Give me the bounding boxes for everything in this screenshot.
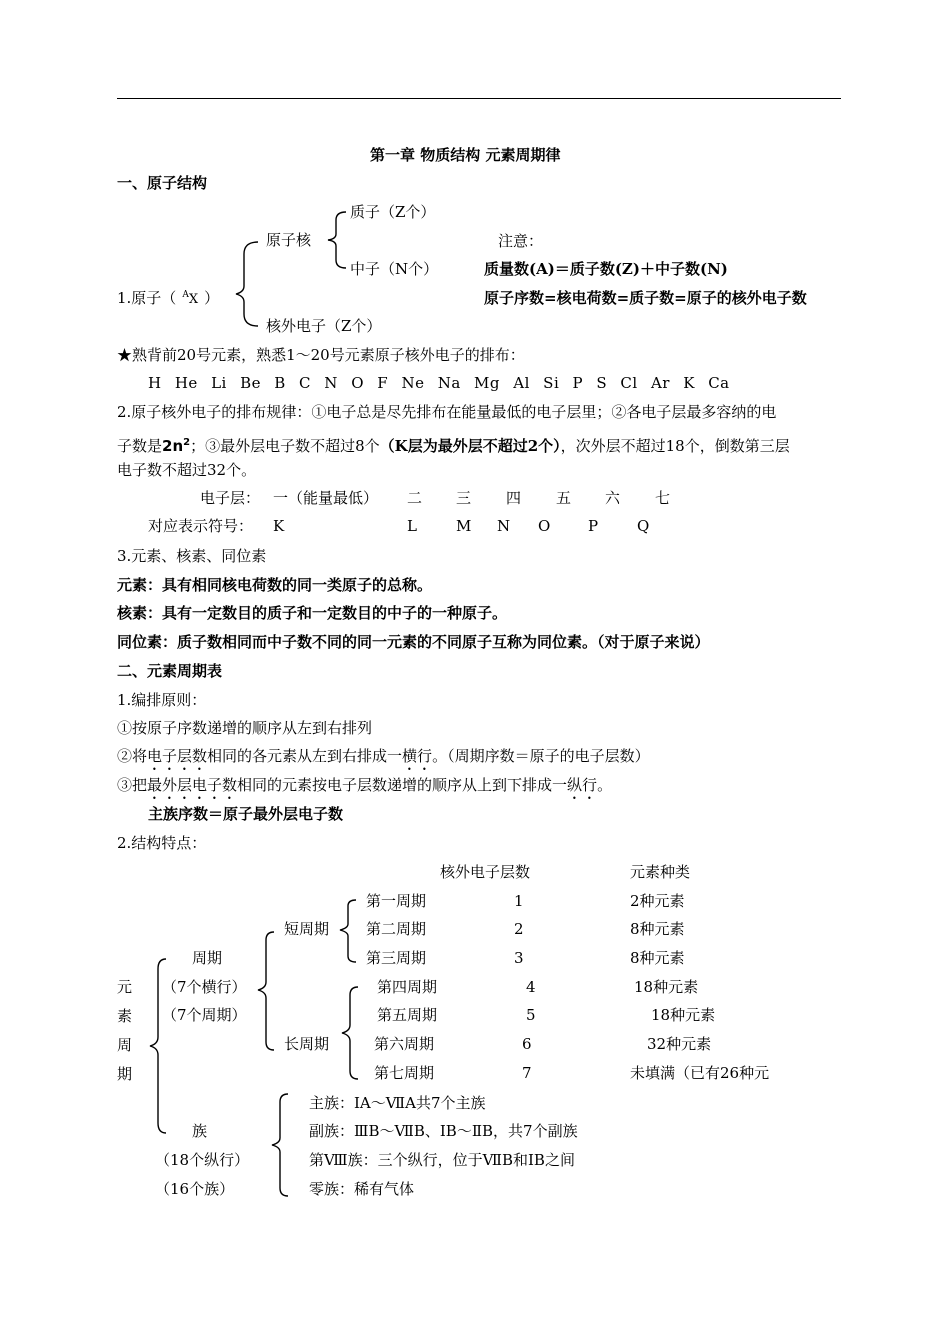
atom-brace [232,240,262,330]
period-kinds: 18种元素 [634,978,699,996]
atom-label: 1.原子（ $^A$X ） [117,289,220,307]
period-kinds: 18种元素 [651,1006,716,1024]
shell-name: 四 [506,489,522,507]
group-item: 主族：ⅠA～ⅦA共7个主族 [309,1094,486,1112]
shell-symbol: K [273,517,285,535]
rule-line-3: 电子数不超过32个。 [117,461,257,479]
group-brace [268,1092,292,1202]
period-name: 第二周期 [366,920,427,938]
root-char: 元 [117,978,133,996]
shell-name: 七 [655,489,671,507]
group-item: 副族：ⅢB～ⅦB、ⅠB～ⅡB，共7个副族 [309,1122,578,1140]
root-char: 周 [117,1036,133,1054]
note-mass-number: 质量数(A)＝质子数(Z)＋中子数(N) [484,260,728,278]
group-item: 第Ⅷ族：三个纵行，位于ⅦB和ⅠB之间 [309,1151,575,1169]
col-header-kinds: 元素种类 [630,863,691,881]
def-isotope: 同位素：质子数相同而中子数不同的同一元素的不同原子互称为同位素。（对于原子来说） [117,633,710,651]
rule-line-1: 2.原子核外电子的排布规律：①电子总是尽先排布在能量最低的电子层里；②各电子层最多容纳的电 [117,403,777,421]
shell-symbol: O [538,517,551,535]
proton-label: 质子（Z个） [350,203,436,221]
short-period-brace [336,898,360,968]
period-shells: 7 [522,1064,532,1082]
period-shells: 4 [526,978,536,996]
col-header-shells: 核外电子层数 [440,863,531,881]
period-name: 第三周期 [366,949,427,967]
header-rule [117,98,841,99]
shell-name: 六 [605,489,621,507]
shell-symbol: M [456,517,472,535]
principle-label: 1.编排原则： [117,691,207,709]
star-note: ★熟背前20号元素，熟悉1～20号元素原子核外电子的排布： [117,346,525,364]
main-group-rule: 主族序数＝原子最外层电子数 [148,805,344,823]
subsection-3: 3.元素、核素、同位素 [117,547,267,565]
group-note-1: （18个纵行） [155,1151,250,1169]
period-kinds: 未填满（已有26种元 [630,1064,770,1082]
nucleus-label: 原子核 [266,231,312,249]
shell-name: 一（能量最低） [273,489,379,507]
period-name: 第五周期 [377,1006,438,1024]
period-shells: 1 [514,892,524,910]
nucleus-brace [322,210,352,272]
shell-symbol: L [407,517,417,535]
period-shells: 5 [526,1006,536,1024]
root-char: 期 [117,1065,133,1083]
period-note-2: （7个周期） [162,1006,247,1024]
period-note-1: （7个横行） [162,978,247,996]
period-label: 周期 [192,949,223,967]
shell-symbol: Q [637,517,650,535]
group-note-2: （16个族） [155,1180,235,1198]
period-shells: 6 [522,1035,532,1053]
def-nuclide: 核素：具有一定数目的质子和一定数目的中子的一种原子。 [117,604,508,622]
period-shells: 2 [514,920,524,938]
period-kinds: 2种元素 [630,892,685,910]
electron-label: 核外电子（Z个） [266,317,382,335]
shell-name: 三 [456,489,472,507]
period-shells: 3 [514,949,524,967]
note-atomic-number: 原子序数=核电荷数=质子数=原子的核外电子数 [484,289,807,307]
note-label: 注意： [498,232,544,250]
group-item: 零族：稀有气体 [309,1180,415,1198]
principle-2: ②将电子层数相同的各元素从左到右排成一横行。（周期序数＝原子的电子层数） [117,747,650,765]
group-label: 族 [192,1122,208,1140]
shell-symbol: P [588,517,599,535]
principle-1: ①按原子序数递增的顺序从左到右排列 [117,719,373,737]
shell-name: 五 [556,489,572,507]
period-kinds: 8种元素 [630,949,685,967]
period-name: 第一周期 [366,892,427,910]
section-1-heading: 一、原子结构 [117,174,208,192]
symbol-label: 对应表示符号： [148,517,254,535]
short-period-label: 短周期 [284,920,330,938]
element-list: H He Li Be B C N O F Ne Na Mg Al Si P S Cl Ar K Ca [148,374,730,392]
period-kinds: 32种元素 [647,1035,712,1053]
period-brace [254,930,278,1055]
shell-symbol: N [497,517,511,535]
shell-label: 电子层： [200,489,261,507]
period-name: 第六周期 [374,1035,435,1053]
page-title: 第一章 物质结构 元素周期律 [370,146,561,164]
period-kinds: 8种元素 [630,920,685,938]
long-period-brace [338,985,362,1085]
neutron-label: 中子（N个） [350,260,439,278]
section-2-heading: 二、元素周期表 [117,662,223,680]
structure-label: 2.结构特点： [117,834,207,852]
shell-name: 二 [407,489,423,507]
period-name: 第四周期 [377,978,438,996]
def-element: 元素：具有相同核电荷数的同一类原子的总称。 [117,576,433,594]
period-name: 第七周期 [374,1064,435,1082]
long-period-label: 长周期 [284,1035,330,1053]
principle-3: ③把最外层电子数相同的元素按电子层数递增的顺序从上到下排成一纵行。 [117,776,613,794]
rule-line-2: 子数是$2n^2$；③最外层电子数不超过8个（K层为最外层不超过2个），次外层不超过18个，倒数第三层 [117,437,790,455]
root-char: 素 [117,1007,133,1025]
